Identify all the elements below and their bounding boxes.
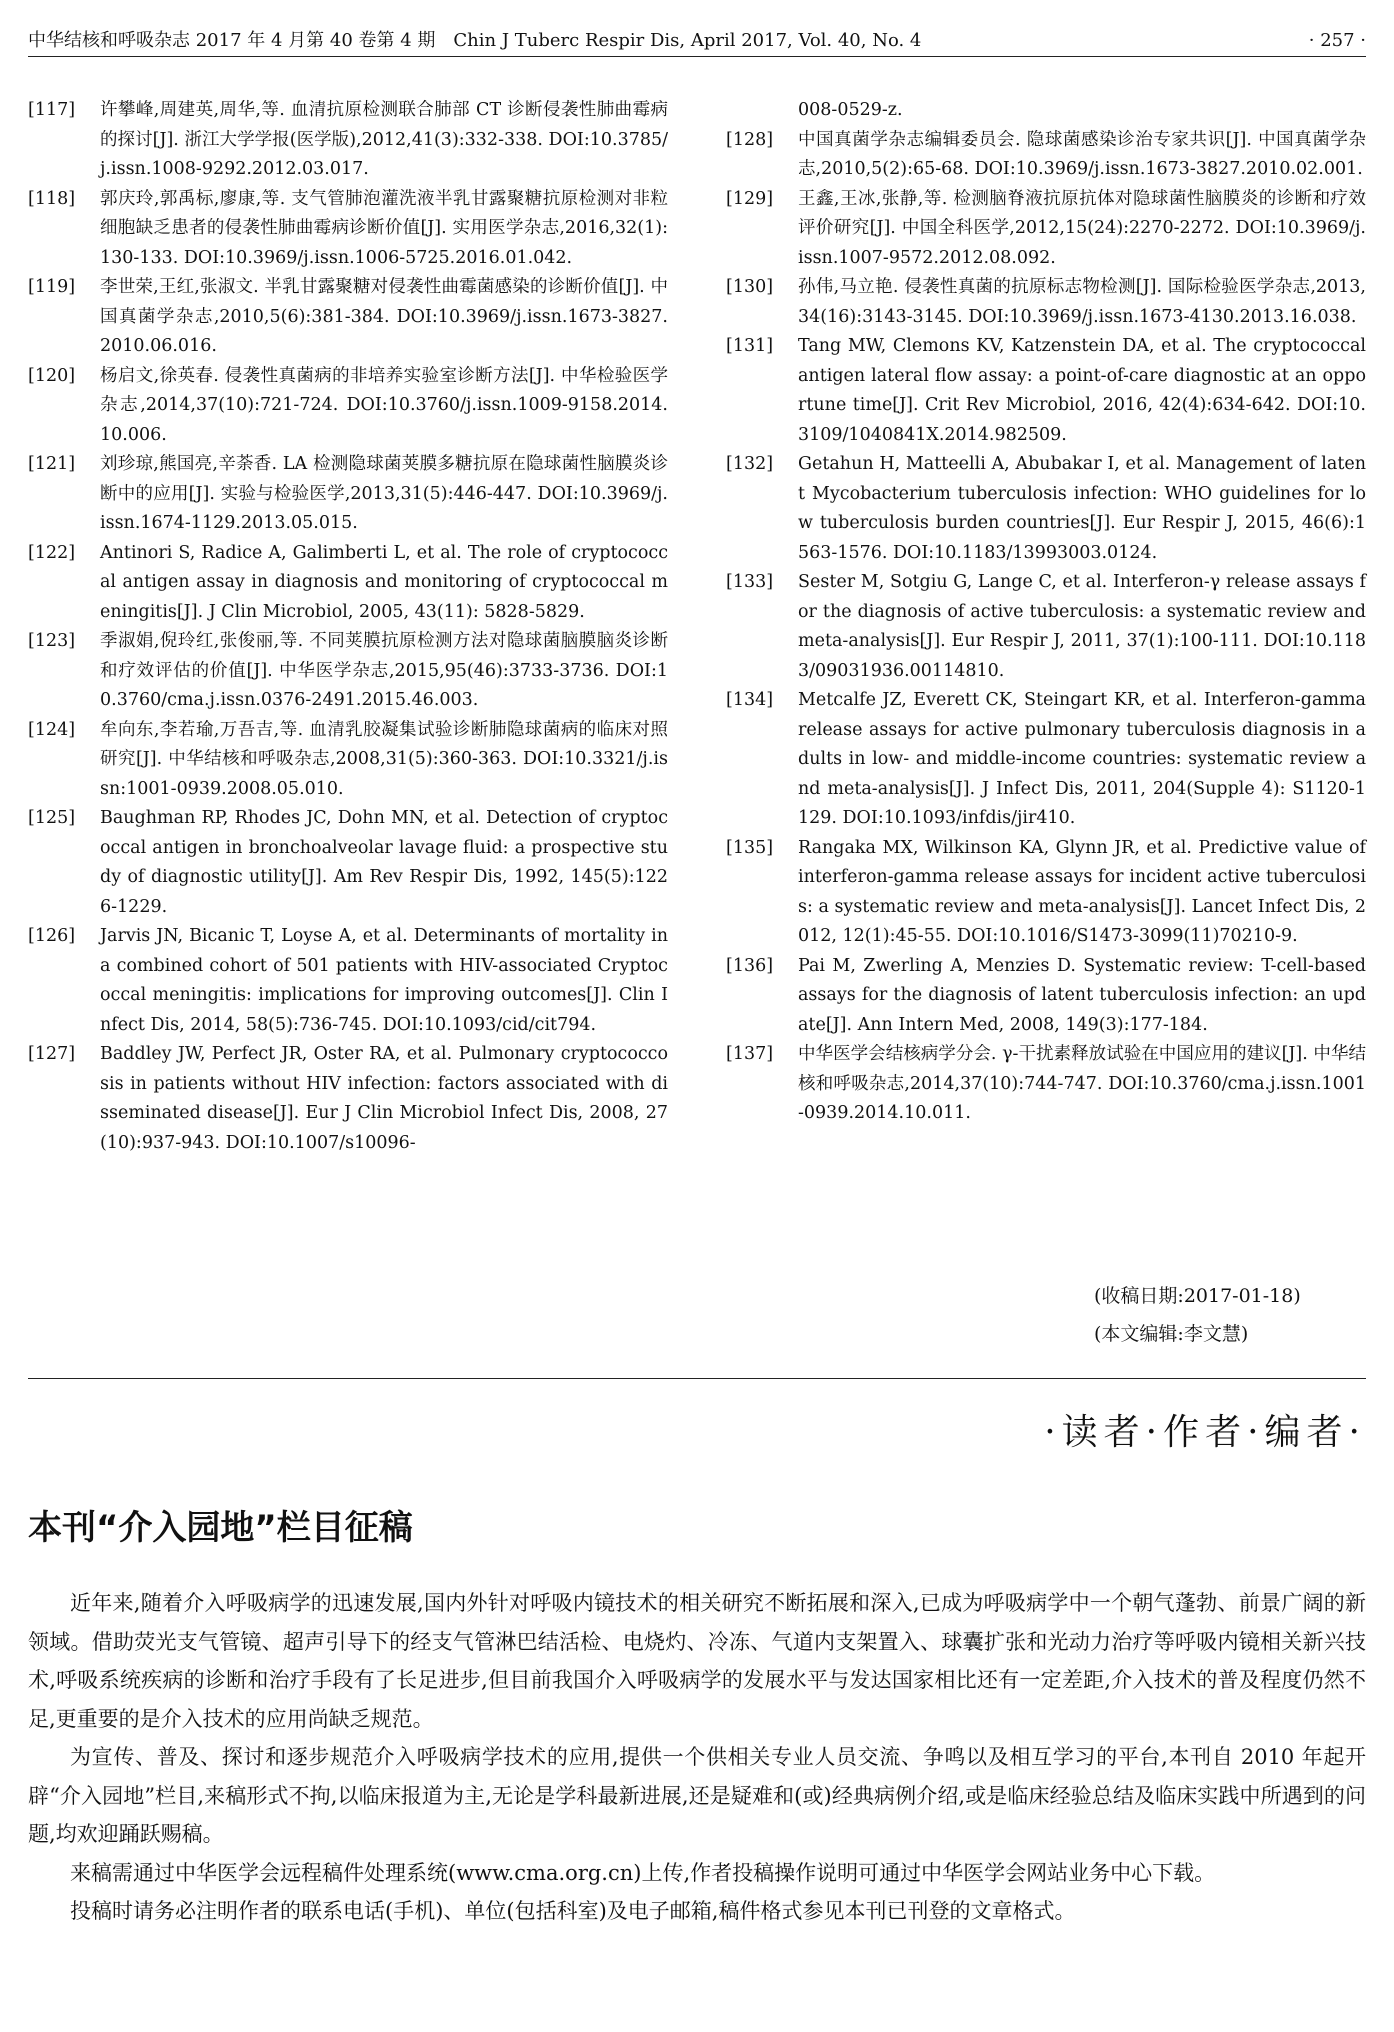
reference-text: 刘珍琼,熊国亮,辛荼香. LA 检测隐球菌荚膜多糖抗原在隐球菌性脑膜炎诊断中的应用[J]. 实验与检验医学,2013,31(5):446-447. DOI:10.3969/j.issn.1674-1129.2013.05.015.: [100, 454, 668, 533]
reference-number: [130]: [726, 277, 774, 297]
reference-item: [726, 126, 1366, 185]
reference-text: Getahun H, Matteelli A, Abubakar I, et al. Management of latent Mycobacterium tuberculosis infection: WHO guidelines for low tuberculosis burden countries[J]. Eur Respir J, 2015, 46(6):1563-1576. DOI:10.1183/13993003.0124.: [798, 454, 1366, 563]
reference-text: Antinori S, Radice A, Galimberti L, et al. The role of cryptococcal antigen assay in diagnosis and monitoring of cryptococcal meningitis[J]. J Clin Microbiol, 2005, 43(11): 5828-5829.: [100, 542, 668, 622]
reference-text: 郭庆玲,郭禹标,廖康,等. 支气管肺泡灌洗液半乳甘露聚糖抗原检测对非粒细胞缺乏患者的侵袭性肺曲霉病诊断价值[J]. 实用医学杂志,2016,32(1):130-133. DOI:10.3969/j.issn.1006-5725.2016.01.042.: [100, 188, 668, 268]
reference-item: [28, 450, 668, 539]
reference-item: [28, 627, 668, 716]
reference-item: [28, 804, 668, 922]
reference-text: Baddley JW, Perfect JR, Oster RA, et al. Pulmonary cryptococcosis in patients without HIV infection: factors associated with disseminated disease[J]. Eur J Clin Microbiol Infect Dis, 2008, 27(10):937-943. DOI:10.1007/s10096-: [100, 1044, 668, 1153]
reference-number: [131]: [726, 336, 774, 356]
reference-item: [28, 96, 668, 185]
reference-number: [119]: [28, 277, 76, 297]
reference-number: [120]: [28, 365, 76, 386]
reference-item: [726, 834, 1366, 952]
reference-item: [28, 273, 668, 362]
reference-text: 季淑娟,倪玲红,张俊丽,等. 不同荚膜抗原检测方法对隐球菌脑膜脑炎诊断和疗效评估的价值[J]. 中华医学杂志,2015,95(46):3733-3736. DOI:10.3760/cma.j.issn.0376-2491.2015.46.003.: [100, 631, 668, 710]
reference-text: 李世荣,王红,张淑文. 半乳甘露聚糖对侵袭性曲霉菌感染的诊断价值[J]. 中国真菌学杂志,2010,5(6):381-384. DOI:10.3969/j.issn.1673-3827.2010.06.016.: [100, 277, 668, 356]
reference-text: 牟向东,李若瑜,万吾吉,等. 血清乳胶凝集试验诊断肺隐球菌病的临床对照研究[J]. 中华结核和呼吸杂志,2008,31(5):360-363. DOI:10.3321/j.issn:1001-0939.2008.05.010.: [100, 719, 668, 799]
reference-item: [726, 568, 1366, 686]
article-body: [28, 1584, 1366, 1931]
reference-text: Rangaka MX, Wilkinson KA, Glynn JR, et al. Predictive value of interferon-gamma release assays for incident active tuberculosis: a systematic review and meta-analysis[J]. Lancet Infect Dis, 2012, 12(1):45-55. DOI:10.1016/S1473-3099(11)70210-9.: [798, 837, 1366, 946]
section-divider: [28, 1378, 1366, 1379]
body-paragraph: 投稿时请务必注明作者的联系电话(手机)、单位(包括科室)及电子邮箱,稿件格式参见本刊已刊登的文章格式。: [70, 1899, 1076, 1923]
reference-number: [123]: [28, 631, 76, 651]
reference-number: [124]: [28, 719, 76, 740]
reference-number: [129]: [726, 188, 774, 209]
reference-item: [28, 362, 668, 451]
reference-number: [122]: [28, 542, 76, 563]
body-paragraph: 来稿需通过中华医学会远程稿件处理系统(www.cma.org.cn)上传,作者投稿操作说明可通过中华医学会网站业务中心下载。: [70, 1860, 1216, 1885]
reference-text: 王鑫,王冰,张静,等. 检测脑脊液抗原抗体对隐球菌性脑膜炎的诊断和疗效评价研究[J]. 中国全科医学,2012,15(24):2270-2272. DOI:10.3969/j.issn.1007-9572.2012.08.092.: [798, 188, 1366, 268]
reference-number: [128]: [726, 129, 774, 150]
article-title: 本刊“介入园地”栏目征稿: [28, 1508, 413, 1548]
reference-continuation: 008-0529-z.: [798, 100, 903, 120]
reference-text: 杨启文,徐英春. 侵袭性真菌病的非培养实验室诊断方法[J]. 中华检验医学杂志,2014,37(10):721-724. DOI:10.3760/j.issn.1009-9158.2014.10.006.: [100, 365, 668, 445]
reference-item: [726, 450, 1366, 568]
reference-text: Tang MW, Clemons KV, Katzenstein DA, et al. The cryptococcal antigen lateral flow assay: a point-of-care diagnostic at an opportune time[J]. Crit Rev Microbiol, 2016, 42(4):634-642. DOI:10.3109/1040841X.2014.982509.: [798, 336, 1366, 445]
reference-item: [28, 539, 668, 628]
reference-text: Jarvis JN, Bicanic T, Loyse A, et al. Determinants of mortality in a combined cohort of 501 patients with HIV-associated Cryptococcal meningitis: implications for improving outcomes[J]. Clin Infect Dis, 2014, 58(5):736-745. DOI:10.1093/cid/cit794.: [100, 926, 668, 1035]
reference-item: [28, 185, 668, 274]
journal-citation-line: 中华结核和呼吸杂志 2017 年 4 月第 40 卷第 4 期 Chin J Tuberc Respir Dis, April 2017, Vol. 40, No. 4: [28, 30, 922, 51]
reference-item: [28, 716, 668, 805]
page-number: · 257 ·: [1308, 30, 1366, 51]
reference-item: [726, 332, 1366, 450]
reference-number: [136]: [726, 955, 774, 976]
reference-list-right: [726, 96, 1366, 1129]
reference-number: [121]: [28, 454, 76, 474]
reference-number: [117]: [28, 100, 76, 120]
reference-item: [726, 1040, 1366, 1129]
reference-text: 中国真菌学杂志编辑委员会. 隐球菌感染诊治专家共识[J]. 中国真菌学杂志,2010,5(2):65-68. DOI:10.3969/j.issn.1673-3827.2010.02.001.: [798, 129, 1366, 179]
reference-item: [726, 185, 1366, 274]
reference-number: [125]: [28, 808, 76, 828]
column-heading: ·读者·作者·编者·: [1044, 1412, 1366, 1453]
body-paragraph: 为宣传、普及、探讨和逐步规范介入呼吸病学技术的应用,提供一个供相关专业人员交流、争鸣以及相互学习的平台,本刊自 2010 年起开辟“介入园地”栏目,来稿形式不拘,以临床报道为主,无论是学科最新进展,还是疑难和(或)经典病例介绍,或是临床经验总结及临床实践中所遇到的问题,均欢迎踊跃赐稿。: [28, 1745, 1366, 1846]
body-paragraph: 近年来,随着介入呼吸病学的迅速发展,国内外针对呼吸内镜技术的相关研究不断拓展和深入,已成为呼吸病学中一个朝气蓬勃、前景广阔的新领域。借助荧光支气管镜、超声引导下的经支气管淋巴结活检、电烧灼、冷冻、气道内支架置入、球囊扩张和光动力治疗等呼吸内镜相关新兴技术,呼吸系统疾病的诊断和治疗手段有了长足进步,但目前我国介入呼吸病学的发展水平与发达国家相比还有一定差距,介入技术的普及程度仍然不足,更重要的是介入技术的应用尚缺乏规范。: [28, 1591, 1366, 1731]
reference-text: Metcalfe JZ, Everett CK, Steingart KR, et al. Interferon-gamma release assays for active pulmonary tuberculosis diagnosis in adults in low- and middle-income countries: systematic review and meta-analysis[J]. J Infect Dis, 2011, 204(Supple 4): S1120-1129. DOI:10.1093/infdis/jir410.: [798, 690, 1366, 828]
received-date: (收稿日期:2017-01-18): [1094, 1285, 1301, 1307]
reference-item: [726, 952, 1366, 1041]
reference-number: [133]: [726, 572, 774, 592]
reference-item: [726, 686, 1366, 834]
reference-number: [126]: [28, 926, 76, 946]
reference-text: 许攀峰,周建英,周华,等. 血清抗原检测联合肺部 CT 诊断侵袭性肺曲霉病的探讨[J]. 浙江大学学报(医学版),2012,41(3):332-338. DOI:10.3785/j.issn.1008-9292.2012.03.017.: [100, 100, 668, 179]
reference-number: [135]: [726, 837, 774, 858]
reference-number: [137]: [726, 1044, 774, 1064]
reference-number: [127]: [28, 1044, 76, 1064]
reference-number: [134]: [726, 690, 774, 710]
reference-number: [118]: [28, 188, 76, 209]
reference-item: [28, 1040, 668, 1158]
reference-text: 中华医学会结核病学分会. γ-干扰素释放试验在中国应用的建议[J]. 中华结核和呼吸杂志,2014,37(10):744-747. DOI:10.3760/cma.j.issn.1001-0939.2014.10.011.: [798, 1044, 1366, 1123]
reference-list-left: [28, 96, 668, 1158]
reference-item: [726, 273, 1366, 332]
reference-text: Pai M, Zwerling A, Menzies D. Systematic review: T-cell-based assays for the diagnosis of latent tuberculosis infection: an update[J]. Ann Intern Med, 2008, 149(3):177-184.: [798, 955, 1366, 1035]
reference-text: Baughman RP, Rhodes JC, Dohn MN, et al. Detection of cryptococcal antigen in bronchoalveolar lavage fluid: a prospective study of diagnostic utility[J]. Am Rev Respir Dis, 1992, 145(5):1226-1229.: [100, 808, 668, 917]
running-header: [28, 26, 1366, 57]
reference-text: 孙伟,马立艳. 侵袭性真菌的抗原标志物检测[J]. 国际检验医学杂志,2013,34(16):3143-3145. DOI:10.3969/j.issn.1673-4130.2013.16.038.: [798, 277, 1366, 327]
reference-text: Sester M, Sotgiu G, Lange C, et al. Interferon-γ release assays for the diagnosis of active tuberculosis: a systematic review and meta-analysis[J]. Eur Respir J, 2011, 37(1):100-111. DOI:10.1183/09031936.00114810.: [798, 572, 1366, 681]
article-editor: (本文编辑:李文慧): [1094, 1323, 1249, 1345]
reference-number: [132]: [726, 454, 774, 474]
reference-item: [28, 922, 668, 1040]
